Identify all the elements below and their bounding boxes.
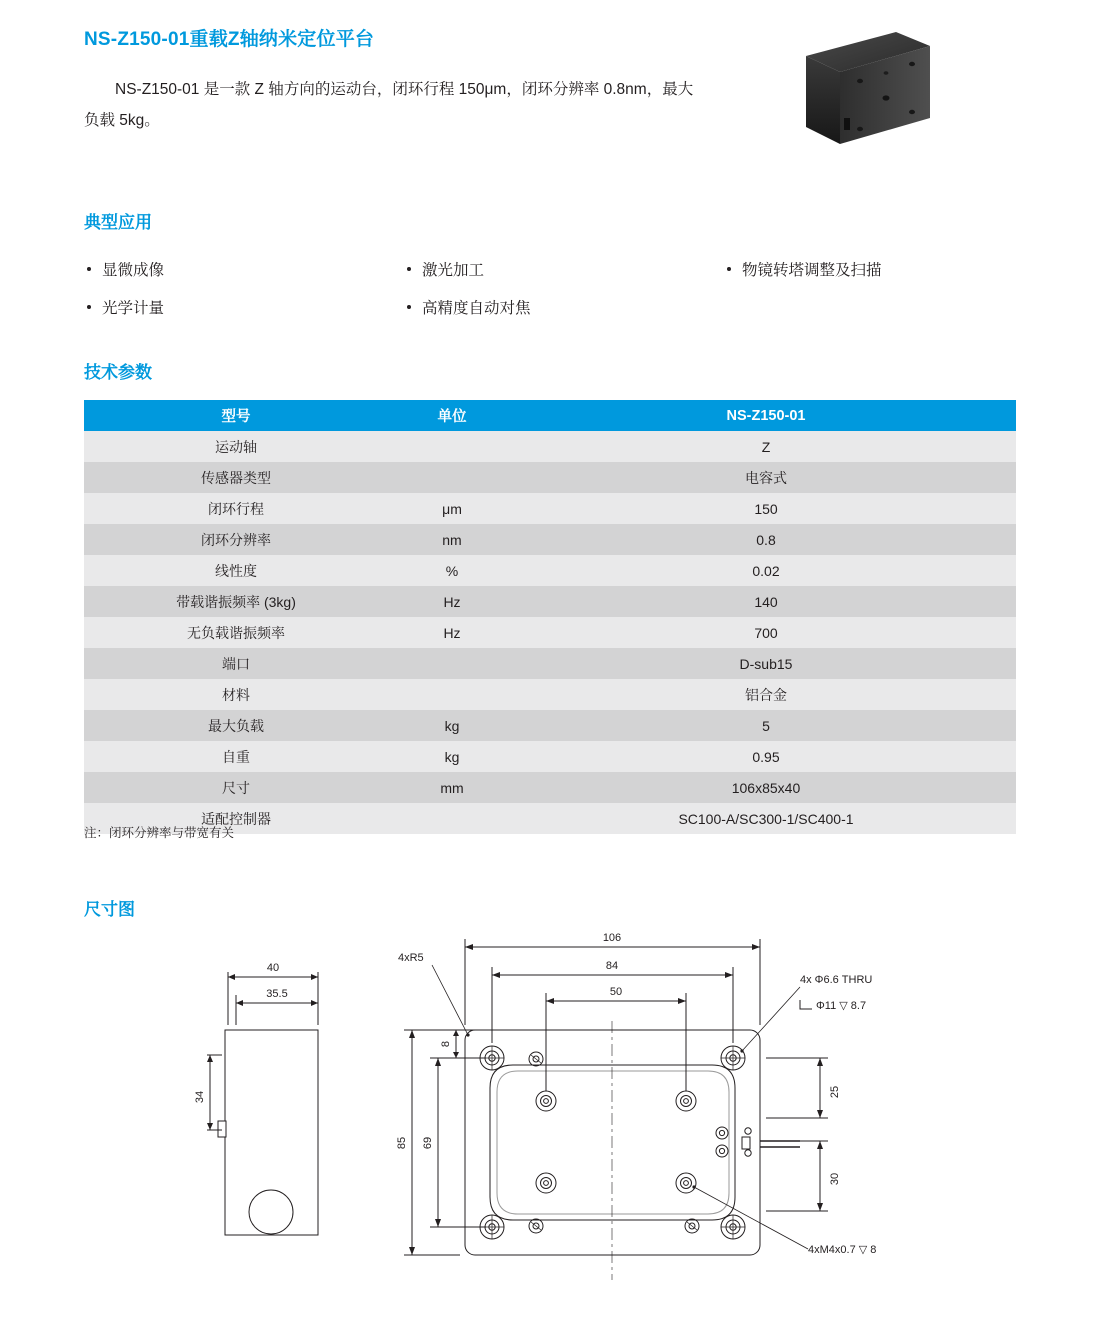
table-row [84, 772, 1016, 803]
table-row [84, 586, 1016, 617]
dimension-drawings [0, 925, 1100, 1315]
note-thru-hole-1: 4x Φ6.6 THRU [800, 974, 873, 986]
table-row [84, 431, 1016, 462]
table-row [84, 741, 1016, 772]
note-corner-radius: 4xR5 [398, 952, 424, 964]
spec-value: Z [516, 431, 1016, 462]
dim-top-height-small: 8 [440, 1040, 452, 1048]
dim-side-height: 34 [194, 1090, 206, 1104]
spec-value: SC100-A/SC300-1/SC400-1 [516, 803, 1016, 834]
spec-value: 150 [516, 493, 1016, 524]
specs-table [84, 400, 1016, 834]
dim-top-height-mid: 69 [422, 1136, 434, 1150]
dim-top-height-outer: 85 [396, 1136, 408, 1150]
table-header-model: 型号 [84, 400, 388, 431]
spec-unit: Hz [388, 617, 516, 648]
section-heading-dimensions: 尺寸图 [84, 900, 135, 919]
table-row [84, 679, 1016, 710]
table-note: 注：闭环分辨率与带宽有关 [84, 826, 235, 840]
table-row [84, 617, 1016, 648]
list-item: 物镜转塔调整及扫描 [724, 258, 974, 280]
spec-value: 0.95 [516, 741, 1016, 772]
spec-unit: % [388, 555, 516, 586]
spec-name: 材料 [84, 679, 388, 710]
spec-unit [388, 679, 516, 710]
spec-unit: μm [388, 493, 516, 524]
spec-value: 106x85x40 [516, 772, 1016, 803]
spec-value: 5 [516, 710, 1016, 741]
spec-name: 尺寸 [84, 772, 388, 803]
spec-name: 线性度 [84, 555, 388, 586]
spec-name: 带载谐振频率 (3kg) [84, 586, 388, 617]
spec-name: 运动轴 [84, 431, 388, 462]
dim-top-length-outer: 106 [602, 932, 622, 944]
table-row [84, 648, 1016, 679]
spec-unit: nm [388, 524, 516, 555]
table-row [84, 555, 1016, 586]
page-title: NS-Z150-01重载Z轴纳米定位平台 [84, 29, 375, 50]
list-item: 激光加工 [404, 258, 724, 280]
dim-top-length-inner: 50 [609, 986, 623, 998]
spec-value: 电容式 [516, 462, 1016, 493]
table-header-value: NS-Z150-01 [516, 400, 1016, 431]
spec-unit [388, 431, 516, 462]
table-row [84, 493, 1016, 524]
dim-side-width-outer: 40 [266, 962, 280, 974]
spec-value: 0.8 [516, 524, 1016, 555]
spec-unit [388, 803, 516, 834]
dim-right-top: 25 [829, 1085, 841, 1099]
dim-right-bottom: 30 [829, 1172, 841, 1186]
applications-list [84, 250, 974, 326]
intro-paragraph: NS-Z150-01 是一款 Z 轴方向的运动台，闭环行程 150μm，闭环分辨率 0.8nm，最大负载 5kg。 [84, 81, 694, 129]
dim-side-width-inner: 35.5 [266, 988, 288, 1000]
list-item: 光学计量 [84, 296, 404, 318]
note-thru-hole-2: Φ11 ▽ 8.7 [816, 1000, 867, 1012]
table-header-unit: 单位 [388, 400, 516, 431]
table-row [84, 462, 1016, 493]
section-heading-applications: 典型应用 [84, 213, 152, 232]
spec-name: 闭环分辨率 [84, 524, 388, 555]
spec-value: 0.02 [516, 555, 1016, 586]
spec-name: 适配控制器 [84, 803, 388, 834]
spec-name: 自重 [84, 741, 388, 772]
spec-unit: Hz [388, 586, 516, 617]
table-header-row [84, 400, 1016, 431]
product-photo [800, 26, 935, 161]
spec-unit: mm [388, 772, 516, 803]
table-row [84, 710, 1016, 741]
spec-value: 140 [516, 586, 1016, 617]
spec-name: 传感器类型 [84, 462, 388, 493]
table-row [84, 524, 1016, 555]
spec-name: 端口 [84, 648, 388, 679]
spec-name: 最大负载 [84, 710, 388, 741]
spec-value: 700 [516, 617, 1016, 648]
spec-name: 闭环行程 [84, 493, 388, 524]
dim-top-length-mid: 84 [605, 960, 619, 972]
spec-unit [388, 462, 516, 493]
spec-name: 无负载谐振频率 [84, 617, 388, 648]
spec-value: 铝合金 [516, 679, 1016, 710]
section-heading-specs: 技术参数 [84, 363, 152, 382]
spec-value: D-sub15 [516, 648, 1016, 679]
spec-unit [388, 648, 516, 679]
spec-unit: kg [388, 741, 516, 772]
list-item: 显微成像 [84, 258, 404, 280]
spec-unit: kg [388, 710, 516, 741]
list-item: 高精度自动对焦 [404, 296, 724, 318]
note-tapped-hole: 4xM4x0.7 ▽ 8 [808, 1244, 877, 1256]
